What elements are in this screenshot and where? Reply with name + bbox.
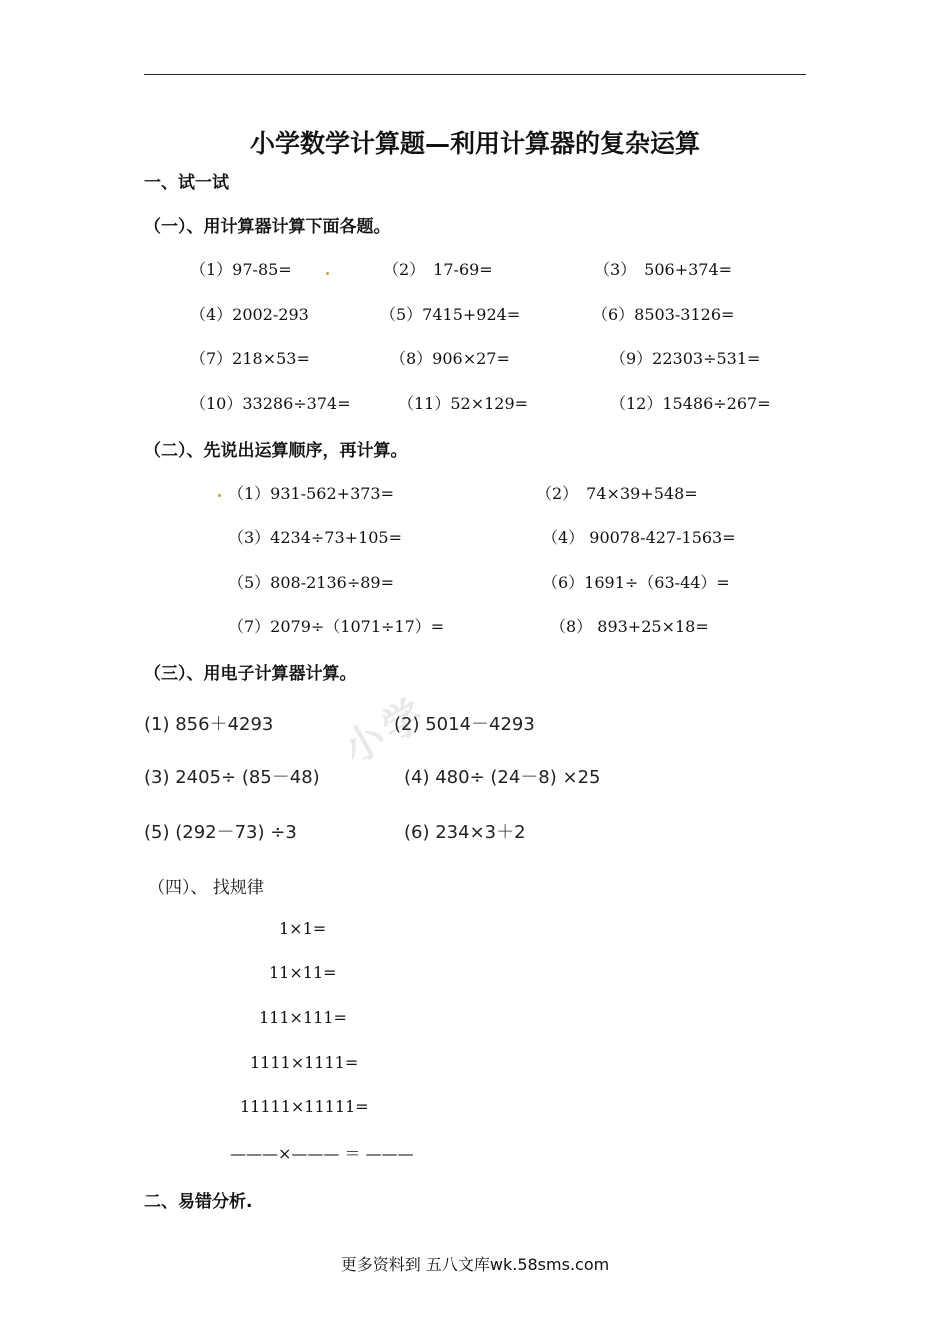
problem-item: （2） 74×39+548= [536,484,698,503]
watermark: 小学 [336,689,436,774]
problem-item: （8） 893+25×18= [550,617,709,636]
footer-text: 更多资料到 五八文库wk.58sms.com [340,1255,610,1274]
problem-item: （5）808-2136÷89= [228,573,395,592]
problem-item: (6) 234×3＋2 [404,822,526,843]
pattern-line: 1111×1111= [250,1053,359,1072]
page-title: 小学数学计算题—利用计算器的复杂运算 [249,129,700,158]
marker-dot [218,494,221,497]
subsection-2-heading: （二）、先说出运算顺序，再计算。 [144,441,408,461]
section-2-heading: 二、易错分析. [144,1192,253,1212]
pattern-line: 11×11= [269,963,337,982]
problem-item: （4）2002-293 [190,305,309,324]
problem-item: （5）7415+924= [380,305,521,324]
problem-item: （7）2079÷（1071÷17）= [228,617,445,636]
problem-item: (5) (292－73) ÷3 [144,822,297,843]
problem-item: （1）97-85= [190,260,292,279]
problem-item: （11）52×129= [398,394,529,413]
subsection-1-heading: （一）、用计算器计算下面各题。 [144,217,391,237]
problem-item: （8）906×27= [390,349,510,368]
problem-item: （1）931-562+373= [228,484,395,503]
pattern-line: 1×1= [279,919,327,938]
section-1-heading: 一、试一试 [144,173,229,193]
header-rule [144,74,806,75]
subsection-4-heading: （四）、 找规律 [148,878,264,898]
problem-item: （3）4234÷73+105= [228,528,403,547]
problem-item: （2） 17-69= [383,260,493,279]
problem-item: (1) 856＋4293 [144,714,274,735]
pattern-line: ———×——— ＝ ——— [230,1144,414,1163]
problem-item: （4） 90078-427-1563= [542,528,736,547]
problem-item: (2) 5014－4293 [394,714,535,735]
problem-item: （10）33286÷374= [190,394,351,413]
problem-item: （6）1691÷（63-44）= [542,573,730,592]
problem-item: （12）15486÷267= [610,394,771,413]
problem-item: (3) 2405÷ (85－48) [144,767,320,788]
problem-item: （3） 506+374= [594,260,733,279]
problem-item: （9）22303÷531= [610,349,761,368]
problem-item: （7）218×53= [190,349,310,368]
marker-dot [326,272,329,275]
pattern-line: 111×111= [259,1008,347,1027]
subsection-3-heading: （三）、用电子计算器计算。 [144,664,357,684]
problem-item: （6）8503-3126= [592,305,735,324]
problem-item: (4) 480÷ (24－8) ×25 [404,767,601,788]
pattern-line: 11111×11111= [240,1097,369,1116]
